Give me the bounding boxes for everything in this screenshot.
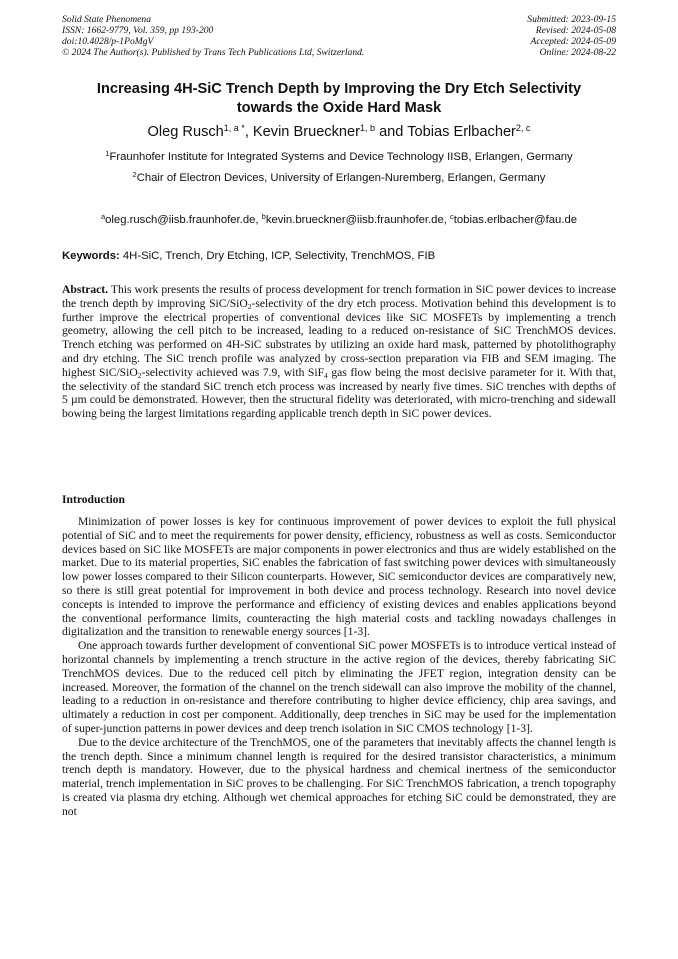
author-list	[62, 123, 616, 141]
author-emails	[62, 213, 616, 227]
author-2: Kevin Brueckner	[252, 124, 360, 140]
affiliation-1-text: Fraunhofer Institute for Integrated Systems and Device Technology IISB, Erlangen, Germany	[109, 151, 573, 163]
abstract-label: Abstract.	[62, 283, 109, 296]
affiliation-2-text: Chair of Electron Devices, University of Erlangen-Nuremberg, Erlangen, Germany	[136, 172, 546, 184]
subscript: 4	[324, 370, 328, 380]
journal-header-right	[527, 14, 616, 58]
author-3-marker: 2, c	[515, 123, 531, 133]
abstract-text: -selectivity of the dry etch process. Motivation behind this development is to further improve the electrical properties of conventional devices like SiC MOSFETs by implementing a trench geometry, allowing the cell pitch to be increased, leading to a reduced on-resistance of SiC TrenchMOS devices. Trench etching was performed on 4H-SiC substrates by utilizing an oxide hard mask, patterned by photolithography and dry etching. The SiC trench profile was analyzed by cross-section preparation via FIB and SEM imaging. The highest SiC/SiO	[62, 296, 616, 379]
affiliation-2	[62, 171, 616, 185]
introduction-heading: Introduction	[62, 493, 125, 506]
keywords	[62, 249, 616, 263]
introduction-body	[62, 515, 616, 819]
intro-paragraph-1: Minimization of power losses is key for continuous improvement of power devices to exploit the full physical potential of SiC and to meet the requirements for power density, efficiency, robustness as well as costs. Semiconductor devices based on SiC like MOSFETs are major components in power electronics and thus are widely established on the market. Due to its material properties, SiC enables the fabrication of fast switching power devices with simultaneously low power losses compared to their Silicon counterparts. However, SiC semiconductor devices are comparatively new, so there is still great potential for improvement in both device and process technology. Research into novel device concepts is intended to improve the performance and efficiency of existing devices and enables applications beyond the conventional performance limits, counteracting the high material costs and tackling nowadays challenges in digitalization and the transition to renewable energy sources [1-3].	[62, 515, 616, 639]
subscript: 2	[247, 301, 252, 311]
affiliation-2-marker: 2	[132, 170, 137, 179]
abstract-paragraph	[62, 283, 616, 421]
author-3: Tobias Erlbacher	[407, 124, 516, 140]
abstract-text: -selectivity achieved was 7.9, with SiF	[141, 365, 325, 379]
email-a-marker: a	[100, 212, 106, 221]
author-1-marker: 1, a *	[223, 123, 245, 133]
journal-header-left	[62, 14, 364, 58]
email-b-marker: b	[261, 212, 266, 221]
email-b[interactable]: kevin.brueckner@iisb.fraunhofer.de,	[265, 214, 451, 226]
affiliation-1-marker: 1	[105, 149, 110, 158]
author-separator: and	[375, 124, 408, 140]
email-a[interactable]: oleg.rusch@iisb.fraunhofer.de,	[105, 214, 262, 226]
keywords-text: 4H-SiC, Trench, Dry Etching, ICP, Selectivity, TrenchMOS, FIB	[119, 250, 436, 262]
email-c[interactable]: tobias.erlbacher@fau.de	[453, 214, 578, 226]
intro-paragraph-3: Due to the device architecture of the TrenchMOS, one of the parameters that inevitably affects the channel length is the trench depth. Since a minimum channel length is required for the desired transistor characteristics, a minimum trench depth is mandatory. However, due to the physical hardness and chemical inertness of the semiconductor material, trench implementation in SiC proves to be challenging. For SiC TrenchMOS fabrication, a trench topography is created via plasma dry etching. Although wet chemical approaches for etching SiC could be demonstrated, they are not	[62, 735, 616, 818]
author-2-marker: 1, b	[360, 123, 376, 133]
author-1: Oleg Rusch	[147, 124, 224, 140]
abstract-text: gas flow being the most decisive parameter for it. With that, the selectivity of the standard SiC trench etch process was increased by nearly five times. SiC trenches with depths of 5 µm could be demonstrated. However, then the structural fidelity was deteriorated, with micro-trenching and sidewall bowing being the largest limitations regarding applicable trench depth in SiC power devices.	[62, 365, 616, 421]
affiliation-1	[62, 150, 616, 164]
title-line-1: Increasing 4H-SiC Trench Depth by Improving the Dry Etch Selectivity	[96, 81, 582, 97]
title-line-2: towards the Oxide Hard Mask	[236, 100, 442, 116]
paper-title	[62, 80, 616, 118]
subscript: 2	[137, 370, 142, 380]
email-c-marker: c	[450, 212, 454, 221]
journal-issn: ISSN: 1662-9779, Vol. 359, pp 193-200	[62, 25, 214, 36]
abstract	[62, 283, 616, 421]
intro-paragraph-2: One approach towards further development of conventional SiC power MOSFETs is to introduce vertical instead of horizontal channels by implementing a trench structure in the active region of the devices, thereby fabricating SiC TrenchMOS devices. Due to the reduced cell pitch by eliminating the JFET region, integration density can be increased. Moreover, the formation of the channel on the trench sidewall can also improve the mobility of the channel, leading to a reduction in on-resistance and therefore contributing to higher device efficiency, chip area savings, and ultimately a reduction in cost per component. Additionally, deep trenches in SiC may be used for the implementation of super-junction patterns in power devices and deep trench isolation in SiC CMOS technology [1-3].	[62, 639, 616, 735]
journal-name: Solid State Phenomena	[62, 14, 151, 25]
abstract-text: This work presents the results of process development for trench formation in SiC power devices to increase the trench depth by improving SiC/SiO	[62, 283, 616, 310]
author-separator: ,	[244, 124, 253, 140]
revised-date: Revised: 2024-05-08	[535, 25, 616, 36]
copyright-notice: © 2024 The Author(s). Published by Trans Tech Publications Ltd, Switzerland.	[62, 47, 365, 58]
submitted-date: Submitted: 2023-09-15	[527, 14, 616, 25]
journal-doi: doi:10.4028/p-1PoMgV	[62, 36, 154, 47]
accepted-date: Accepted: 2024-05-09	[530, 36, 616, 47]
keywords-label: Keywords:	[62, 250, 120, 262]
online-date: Online: 2024-08-22	[539, 47, 616, 58]
